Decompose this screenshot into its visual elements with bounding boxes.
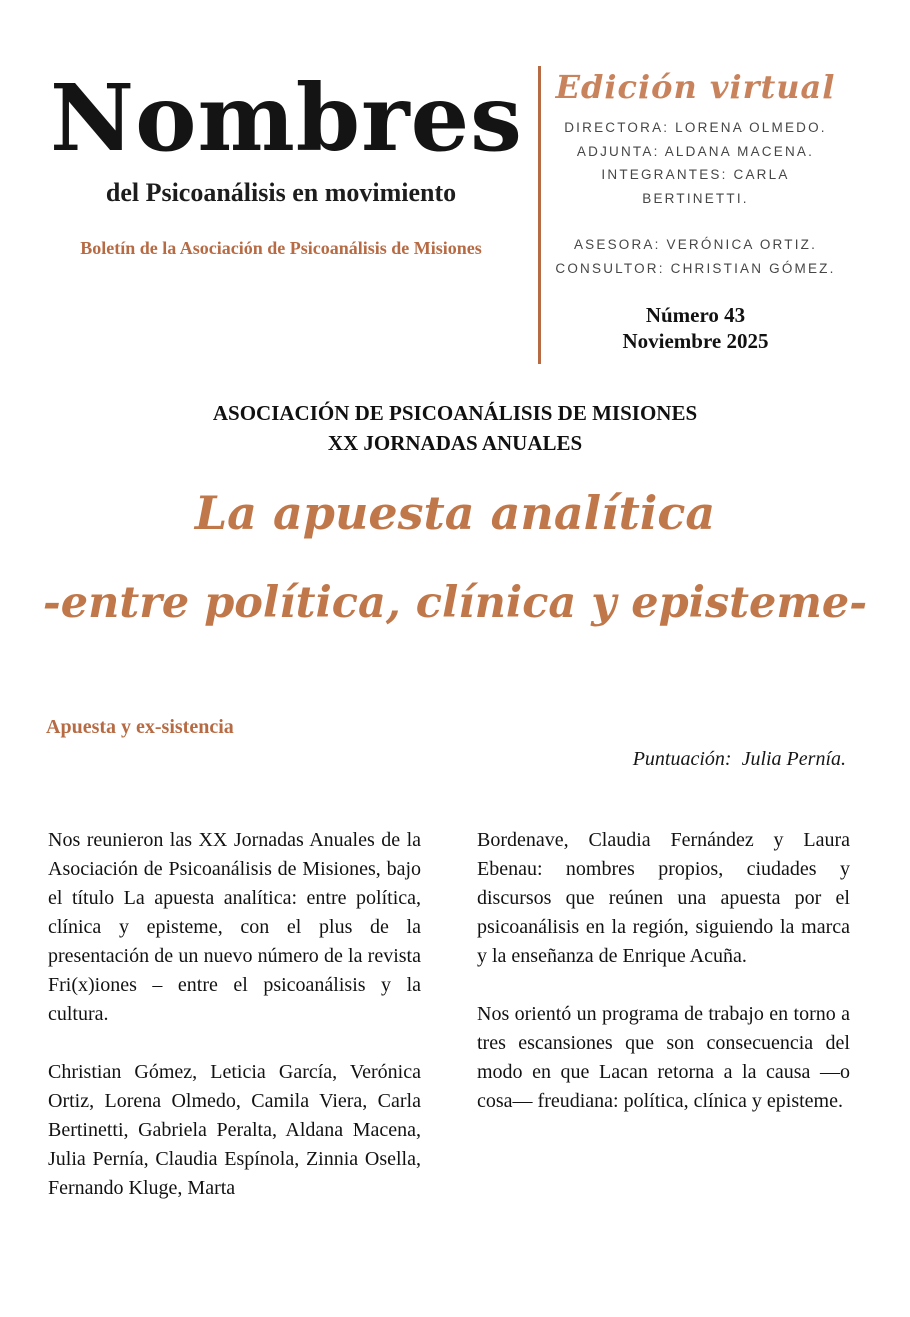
event-header: [0, 398, 910, 458]
issue-number: Número 43: [645, 303, 746, 327]
event-org-line: ASOCIACIÓN DE PSICOANÁLISIS DE MISIONES: [212, 401, 698, 425]
event-title-line2: -entre política, clínica y episteme-: [42, 578, 868, 628]
staff-line-asesora: ASESORA: VERÓNICA ORTIZ.: [573, 237, 818, 252]
paragraph: Bordenave, Claudia Fernández y Laura Ebenau: nombres propios, ciudades y discursos que reúnen una apuesta por el psicoanálisis en la región, siguiendo la marca y la enseñanza de Enrique Acuña.: [477, 829, 850, 967]
article-byline: Puntuación: Julia Pernía.: [632, 748, 846, 770]
staff-line-adjunta: ADJUNTA: ALDANA MACENA.: [576, 143, 815, 159]
paragraph: Nos orientó un programa de trabajo en torno a tres escansiones que son consecuencia del modo en que Lacan retorna a la causa —o cosa— freudiana: política, clínica y episteme.: [477, 1003, 850, 1112]
staff-line-directora: DIRECTORA: LORENA OLMEDO.: [564, 120, 827, 135]
article-body: [48, 826, 850, 1203]
staff-line-integrantes: INTEGRANTES: CARLA BERTINETTI.: [601, 167, 790, 206]
paragraph: Nos reunieron las XX Jornadas Anuales de la Asociación de Psicoanálisis de Misiones, bajo el título La apuesta analítica: entre política, clínica y episteme, con el plus de la presentación de un nuevo número de la revista Fri(x)iones – entre el psicoanálisis y la cultura.: [48, 829, 421, 1025]
edition-panel: [538, 66, 840, 364]
issue-date: Noviembre 2025: [622, 329, 769, 353]
event-title-line1: La apuesta analítica: [194, 486, 716, 540]
issue-block: [551, 302, 840, 354]
masthead-title: Nombres: [50, 64, 523, 172]
advisor-list: [551, 233, 840, 280]
edition-label: Edición virtual: [555, 68, 836, 106]
article-column-right: [477, 826, 850, 1203]
article-heading: Apuesta y ex-sistencia: [46, 716, 234, 738]
masthead-subtitle: del Psicoanálisis en movimiento: [105, 178, 457, 207]
event-jornadas-line: XX JORNADAS ANUALES: [327, 431, 583, 455]
paragraph: Christian Gómez, Leticia García, Verónica Ortiz, Lorena Olmedo, Camila Viera, Carla Bertinetti, Gabriela Peralta, Aldana Macena, Julia Pernía, Claudia Espínola, Zinnia Osella, Fernando Kluge, Marta: [48, 1061, 421, 1199]
article-column-left: [48, 826, 421, 1203]
masthead: [50, 64, 523, 259]
staff-line-consultor: CONSULTOR: CHRISTIAN GÓMEZ.: [555, 260, 836, 276]
staff-list: [551, 116, 840, 210]
masthead-tagline: Boletín de la Asociación de Psicoanálisis de Misiones: [80, 238, 482, 258]
